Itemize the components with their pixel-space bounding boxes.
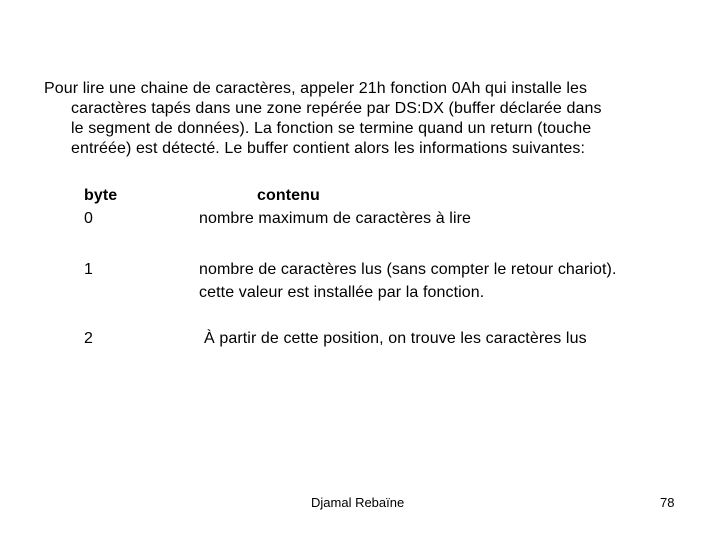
content-cell: nombre maximum de caractères à lire bbox=[199, 210, 472, 227]
page-number: 78 bbox=[660, 495, 675, 510]
byte-cell: 2 bbox=[84, 330, 93, 347]
intro-line: Pour lire une chaine de caractères, appeler 21h fonction 0Ah qui installe les bbox=[44, 80, 588, 97]
content-cell-continuation: cette valeur est installée par la fonction. bbox=[199, 284, 485, 301]
intro-line: caractères tapés dans une zone repérée par DS:DX (buffer déclarée dans bbox=[71, 100, 602, 117]
intro-line: entréée) est détecté. Le buffer contient alors les informations suivantes: bbox=[71, 140, 586, 157]
content-cell: nombre de caractères lus (sans compter le retour chariot). bbox=[199, 261, 617, 278]
byte-column-header: byte bbox=[84, 187, 118, 204]
footer-author: Djamal Rebaïne bbox=[311, 495, 405, 510]
byte-cell: 0 bbox=[84, 210, 93, 227]
intro-paragraph bbox=[44, 79, 684, 159]
byte-cell: 1 bbox=[84, 261, 93, 278]
content-cell: À partir de cette position, on trouve les caractères lus bbox=[204, 330, 587, 347]
intro-line: le segment de données). La fonction se termine quand un return (touche bbox=[71, 120, 592, 137]
contenu-column-header: contenu bbox=[257, 187, 320, 204]
